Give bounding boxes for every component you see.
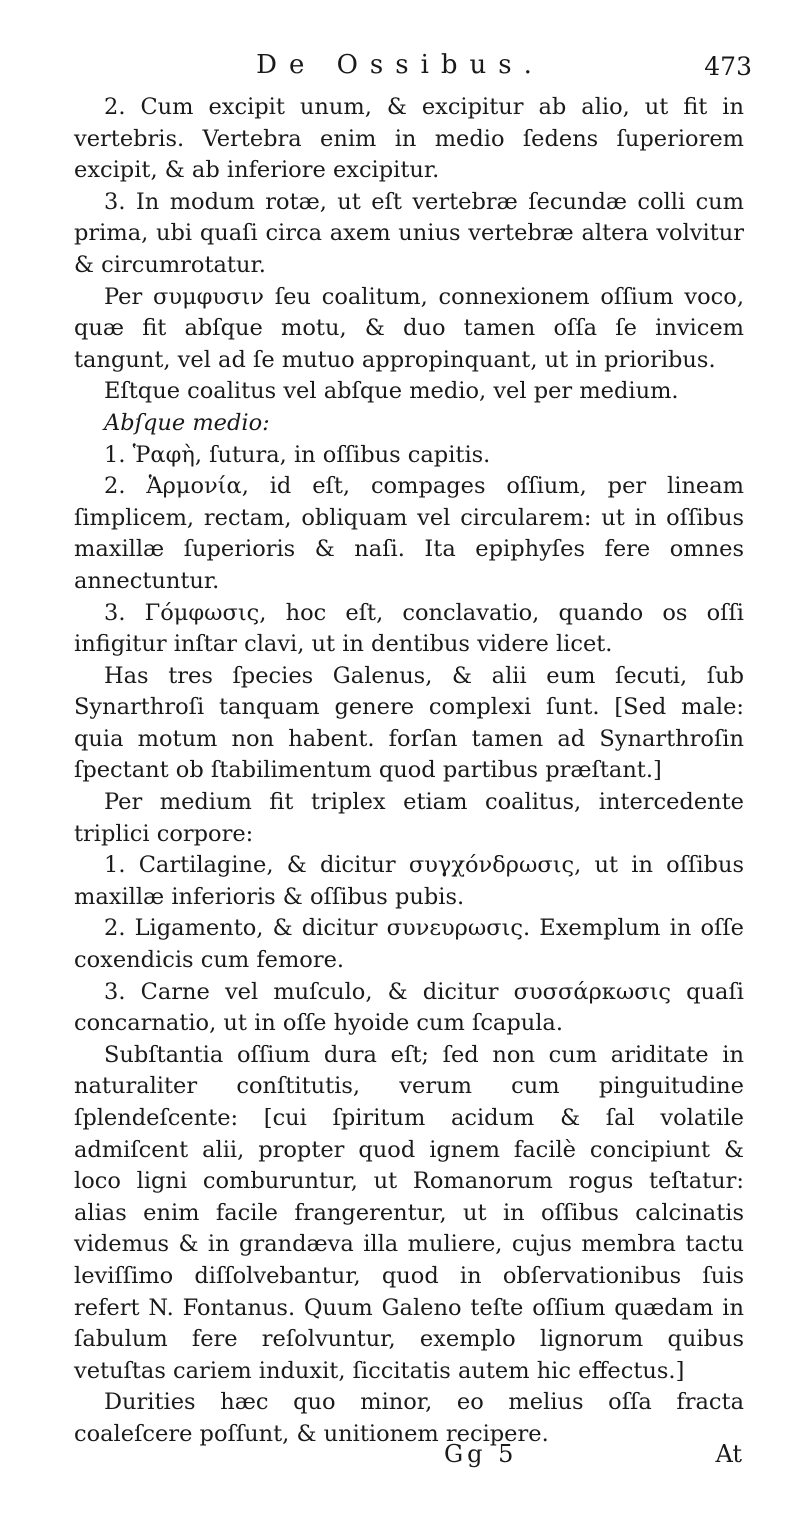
catchword: At [715,1440,742,1468]
page-number: 473 [704,52,752,81]
running-title: De Ossibus. [256,50,544,80]
paragraph-cartilagine: 1. Cartilagine, & dicitur συγχόνδρωσις, ut in oſſibus maxillæ inferioris & oſſibus pubis. [74,852,744,910]
paragraph-substantia: Subſtantia oſſium dura eſt; ſed non cum ariditate in naturaliter conſtitutis, verum cum pinguitudine ſplendeſcente: [cui ſpiritum acidum & ſal volatile admiſcent alii, propter quod ignem facilè concipiunt & loco ligni comburuntur, ut Romanorum rogus teſtatur: alias enim facile frangerentur, ut in oſſibus calcinatis videmus & in grandæva illa muliere, cujus membra tactu leviſſimo diſſolvebantur, quod in obſervationibus ſuis refert N. Fontanus. Quum Galeno teſte oſſium quædam in ſabulum fere reſolvuntur, exemplo lignorum quibus vetuſtas cariem induxit, ſiccitatis autem hic effectus.] [74,1041,744,1384]
paragraph-harmonia: 2. Ἁρμονία, id eſt, compages oſſium, per lineam ſimplicem, rectam, obliquam vel circularem: ut in oſſibus maxillæ ſuperioris & naſi. Ita epiphyſes fere omnes annectuntur. [74,473,744,594]
paragraph-per-medium: Per medium fit triplex etiam coalitus, intercedente triplici corpore: [74,789,744,847]
page-header [0,48,800,88]
page-footer [0,1440,800,1480]
paragraph-ligamento: 2. Ligamento, & dicitur συνευρωσις. Exemplum in oſſe coxendicis cum femore. [74,915,744,974]
paragraph-carne: 3. Carne vel muſculo, & dicitur συσσάρκωσις quaſi concarnatio, ut in oſſe hyoide cum ſcapula. [74,978,744,1037]
paragraph-symphysis: Per συμφυσιν ſeu coalitum, connexionem oſſium voco, quæ fit abſque motu, & duo tamen oſſa ſe invicem tangunt, vel ad ſe mutuo appropinquant, ut in prioribus. [74,283,744,373]
paragraph-galenus: Has tres ſpecies Galenus, & alii eum ſecuti, ſub Synarthroſi tanquam genere complexi ſunt. [Sed male: quia motum non habent. forſan tamen ad Synarthroſin ſpectant ob ſtabilimentum quod partibus præſtant.] [74,662,744,784]
paragraph-durities: Durities hæc quo minor, eo melius oſſa fracta coaleſcere poſſunt, & unitionem recipere. [74,1389,744,1447]
paragraph-sutura: 1. Ῥαφὴ, ſutura, in oſſibus capitis. [104,441,491,468]
paragraph-coalitus: Eſtque coalitus vel abſque medio, vel per medium. [104,378,679,405]
body-text [74,92,744,1451]
subheading-absque-medio: Abſque medio: [104,409,270,436]
paragraph-gomphosis: 3. Γόμφωσις, hoc eſt, conclavatio, quando os oſſi infigitur inſtar clavi, ut in dentibus videre licet. [74,599,744,658]
paragraph-item-2-vertebrae: 2. Cum excipit unum, & excipitur ab alio, ut fit in vertebris. Vertebra enim in medio ſedens ſuperiorem excipit, & ab inferiore excipitur. [74,94,744,184]
signature-mark: Gg 5 [444,1440,518,1468]
paragraph-item-3-rotation: 3. In modum rotæ, ut eſt vertebræ ſecundæ colli cum prima, ubi quaſi circa axem unius vertebræ altera volvitur & circumrotatur. [74,188,744,278]
